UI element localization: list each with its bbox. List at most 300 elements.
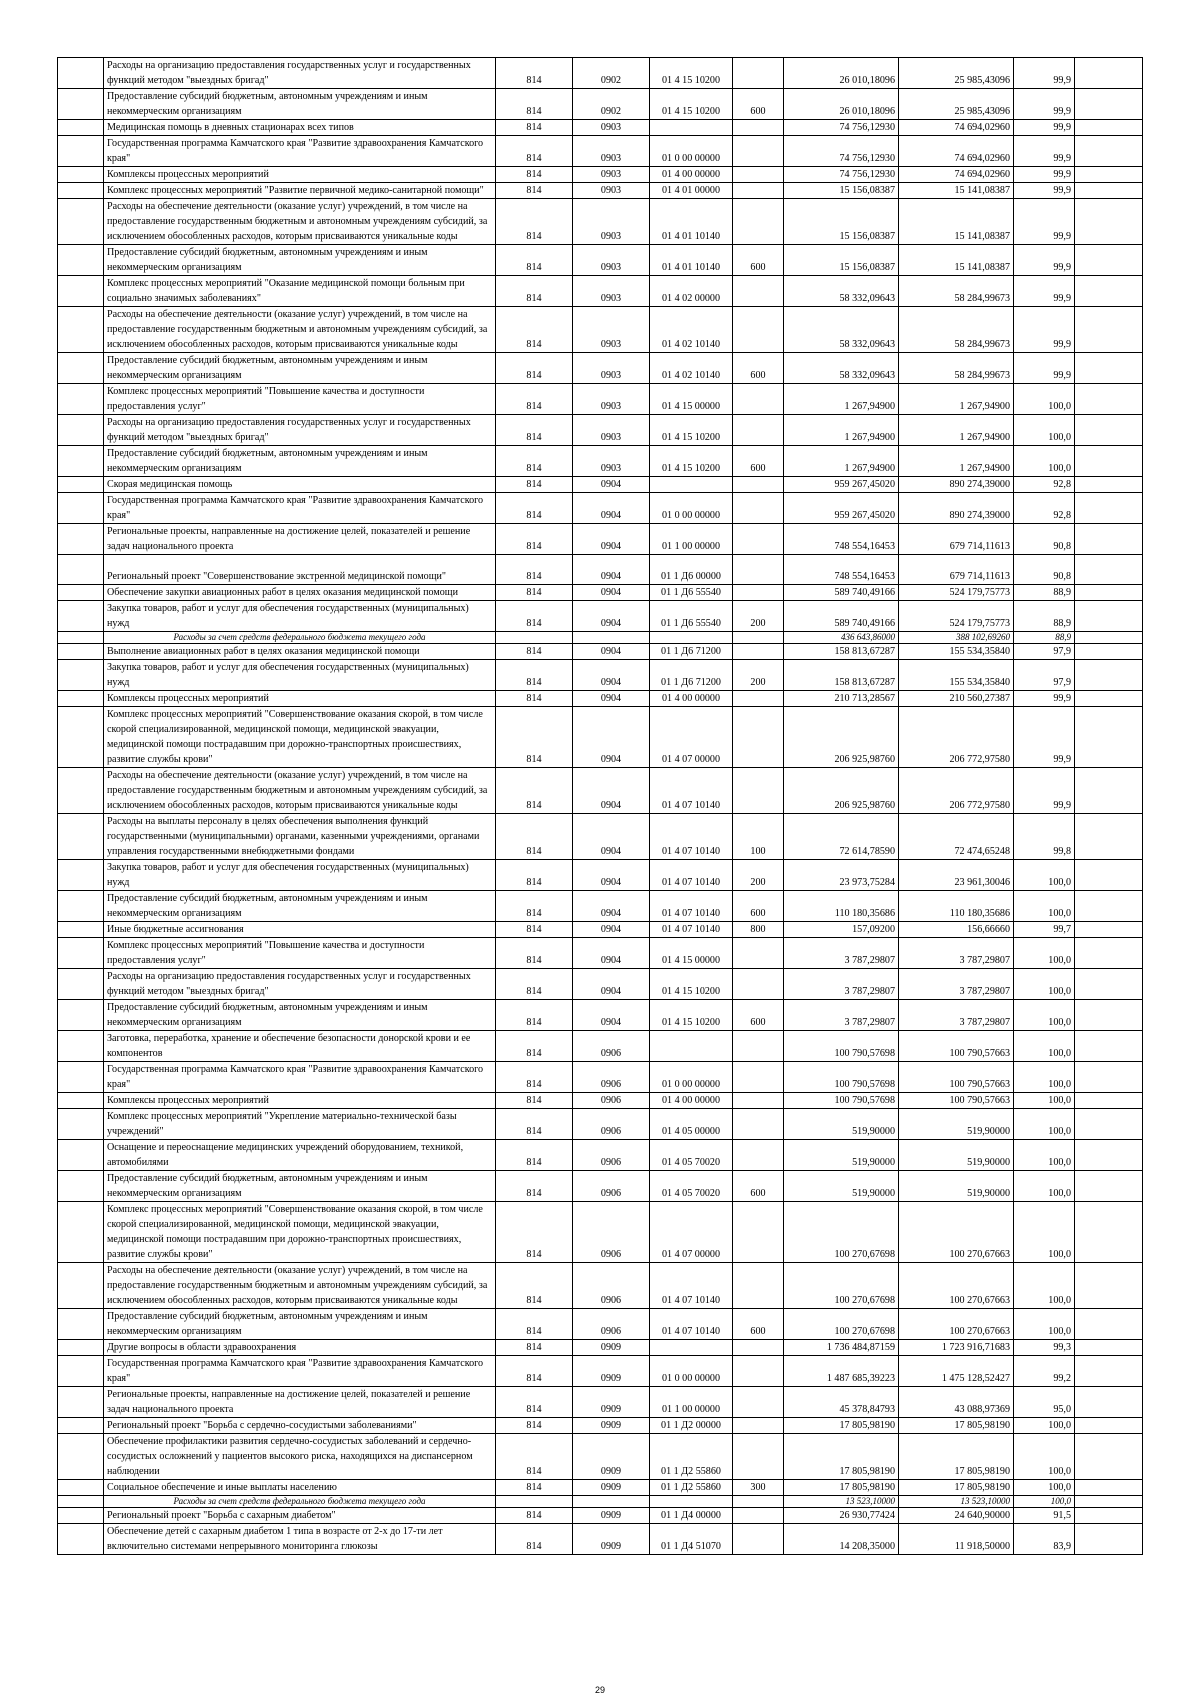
admin-code-cell: 814	[496, 922, 573, 938]
target-article-cell: 01 1 Д4 00000	[650, 1508, 733, 1524]
row-code-cell	[58, 353, 104, 384]
row-name-cell: Расходы на организацию предоставления государственных услуг и государственных функций методом "выездных бригад"	[104, 969, 496, 1000]
expense-type-cell: 100	[733, 814, 784, 860]
execution-percent-cell: 90,8	[1014, 555, 1075, 585]
target-article-cell: 01 4 01 10140	[650, 199, 733, 245]
executed-amount-cell: 524 179,75773	[899, 585, 1014, 601]
execution-percent-cell: 92,8	[1014, 493, 1075, 524]
expense-type-cell	[733, 1031, 784, 1062]
row-name-cell: Комплекс процессных мероприятий "Совершенствование оказания скорой, в том числе скорой специализированной, медицинской помощи, медицинской эвакуации, медицинской помощи пострадавшим при дорожно-транспортных происшествиях, развитие службы крови"	[104, 707, 496, 768]
row-code-cell	[58, 524, 104, 555]
expense-type-cell	[733, 1356, 784, 1387]
row-name-cell: Расходы на обеспечение деятельности (оказание услуг) учреждений, в том числе на предоставление государственным бюджетным и автономным учреждениям субсидий, за исключением обособленных расходов, которым присваиваются уникальные коды	[104, 307, 496, 353]
admin-code-cell	[496, 632, 573, 644]
expense-type-cell	[733, 768, 784, 814]
target-article-cell: 01 4 07 00000	[650, 1202, 733, 1263]
target-article-cell: 01 4 05 70020	[650, 1140, 733, 1171]
expense-type-cell	[733, 493, 784, 524]
row-name-cell: Расходы за счет средств федерального бюджета текущего года	[104, 1496, 496, 1508]
plan-amount-cell: 3 787,29807	[784, 938, 899, 969]
execution-percent-cell: 100,0	[1014, 891, 1075, 922]
execution-percent-cell: 100,0	[1014, 1062, 1075, 1093]
section-code-cell: 0904	[573, 644, 650, 660]
plan-amount-cell: 100 790,57698	[784, 1093, 899, 1109]
blank-cell	[1075, 477, 1143, 493]
plan-amount-cell: 26 930,77424	[784, 1508, 899, 1524]
table-row	[58, 555, 1143, 585]
section-code-cell: 0902	[573, 58, 650, 89]
target-article-cell: 01 1 00 00000	[650, 1387, 733, 1418]
blank-cell	[1075, 1093, 1143, 1109]
row-code-cell	[58, 660, 104, 691]
expense-type-cell	[733, 524, 784, 555]
target-article-cell: 01 4 07 00000	[650, 707, 733, 768]
execution-percent-cell: 95,0	[1014, 1387, 1075, 1418]
expense-type-cell	[733, 58, 784, 89]
blank-cell	[1075, 446, 1143, 477]
admin-code-cell: 814	[496, 245, 573, 276]
section-code-cell: 0904	[573, 707, 650, 768]
plan-amount-cell: 519,90000	[784, 1109, 899, 1140]
row-name-cell: Государственная программа Камчатского края "Развитие здравоохранения Камчатского края"	[104, 493, 496, 524]
row-name-cell: Региональные проекты, направленные на достижение целей, показателей и решение задач национального проекта	[104, 1387, 496, 1418]
section-code-cell: 0904	[573, 585, 650, 601]
execution-percent-cell: 99,9	[1014, 183, 1075, 199]
execution-percent-cell: 99,9	[1014, 707, 1075, 768]
executed-amount-cell: 1 723 916,71683	[899, 1340, 1014, 1356]
table-row	[58, 446, 1143, 477]
row-name-cell: Расходы за счет средств федерального бюджета текущего года	[104, 632, 496, 644]
row-name-cell: Государственная программа Камчатского края "Развитие здравоохранения Камчатского края"	[104, 136, 496, 167]
expense-type-cell: 600	[733, 89, 784, 120]
expense-type-cell: 600	[733, 1000, 784, 1031]
blank-cell	[1075, 1434, 1143, 1480]
target-article-cell: 01 1 Д4 51070	[650, 1524, 733, 1555]
row-name-cell: Расходы на обеспечение деятельности (оказание услуг) учреждений, в том числе на предоставление государственным бюджетным и автономным учреждениям субсидий, за исключением обособленных расходов, которым присваиваются уникальные коды	[104, 199, 496, 245]
admin-code-cell: 814	[496, 1202, 573, 1263]
table-row	[58, 199, 1143, 245]
table-row	[58, 969, 1143, 1000]
blank-cell	[1075, 585, 1143, 601]
execution-percent-cell: 99,9	[1014, 691, 1075, 707]
expense-type-cell: 600	[733, 891, 784, 922]
executed-amount-cell: 58 284,99673	[899, 353, 1014, 384]
table-row	[58, 1031, 1143, 1062]
row-code-cell	[58, 1109, 104, 1140]
row-name-cell: Комплекс процессных мероприятий "Повышение качества и доступности предоставления услуг"	[104, 938, 496, 969]
plan-amount-cell: 17 805,98190	[784, 1434, 899, 1480]
target-article-cell: 01 4 02 00000	[650, 276, 733, 307]
section-code-cell: 0906	[573, 1171, 650, 1202]
expense-type-cell	[733, 644, 784, 660]
table-row	[58, 707, 1143, 768]
row-name-cell: Обеспечение закупки авиационных работ в целях оказания медицинской помощи	[104, 585, 496, 601]
plan-amount-cell: 58 332,09643	[784, 307, 899, 353]
executed-amount-cell: 1 267,94900	[899, 384, 1014, 415]
section-code-cell: 0904	[573, 922, 650, 938]
blank-cell	[1075, 1524, 1143, 1555]
table-row	[58, 1000, 1143, 1031]
blank-cell	[1075, 922, 1143, 938]
row-code-cell	[58, 585, 104, 601]
plan-amount-cell: 206 925,98760	[784, 707, 899, 768]
admin-code-cell: 814	[496, 1524, 573, 1555]
expense-type-cell: 600	[733, 1171, 784, 1202]
row-name-cell: Комплекс процессных мероприятий "Укрепление материально-технической базы учреждений"	[104, 1109, 496, 1140]
execution-percent-cell: 99,9	[1014, 167, 1075, 183]
admin-code-cell: 814	[496, 814, 573, 860]
section-code-cell: 0904	[573, 691, 650, 707]
execution-percent-cell: 99,9	[1014, 136, 1075, 167]
plan-amount-cell: 519,90000	[784, 1140, 899, 1171]
target-article-cell: 01 4 15 00000	[650, 938, 733, 969]
admin-code-cell: 814	[496, 1031, 573, 1062]
execution-percent-cell: 99,9	[1014, 120, 1075, 136]
section-code-cell: 0906	[573, 1309, 650, 1340]
target-article-cell: 01 4 15 10200	[650, 415, 733, 446]
blank-cell	[1075, 1387, 1143, 1418]
expense-type-cell	[733, 1524, 784, 1555]
blank-cell	[1075, 601, 1143, 632]
plan-amount-cell: 17 805,98190	[784, 1418, 899, 1434]
target-article-cell: 01 4 07 10140	[650, 860, 733, 891]
table-row	[58, 644, 1143, 660]
blank-cell	[1075, 707, 1143, 768]
executed-amount-cell: 17 805,98190	[899, 1434, 1014, 1480]
table-row	[58, 814, 1143, 860]
expense-type-cell	[733, 555, 784, 585]
admin-code-cell: 814	[496, 89, 573, 120]
expense-type-cell: 600	[733, 353, 784, 384]
row-code-cell	[58, 1000, 104, 1031]
expense-type-cell	[733, 585, 784, 601]
table-row	[58, 938, 1143, 969]
plan-amount-cell: 158 813,67287	[784, 660, 899, 691]
row-code-cell	[58, 632, 104, 644]
target-article-cell	[650, 1340, 733, 1356]
row-name-cell: Расходы на организацию предоставления государственных услуг и государственных функций методом "выездных бригад"	[104, 58, 496, 89]
expense-type-cell	[733, 1263, 784, 1309]
target-article-cell: 01 1 Д2 55860	[650, 1480, 733, 1496]
execution-percent-cell: 100,0	[1014, 1171, 1075, 1202]
executed-amount-cell: 74 694,02960	[899, 167, 1014, 183]
section-code-cell: 0909	[573, 1387, 650, 1418]
blank-cell	[1075, 1340, 1143, 1356]
row-code-cell	[58, 1434, 104, 1480]
row-name-cell: Оснащение и переоснащение медицинских учреждений оборудованием, техникой, автомобилями	[104, 1140, 496, 1171]
row-name-cell: Предоставление субсидий бюджетным, автономным учреждениям и иным некоммерческим организациям	[104, 891, 496, 922]
blank-cell	[1075, 555, 1143, 585]
admin-code-cell: 814	[496, 183, 573, 199]
executed-amount-cell: 1 267,94900	[899, 415, 1014, 446]
plan-amount-cell: 23 973,75284	[784, 860, 899, 891]
table-row	[58, 691, 1143, 707]
plan-amount-cell: 100 790,57698	[784, 1062, 899, 1093]
expense-type-cell: 600	[733, 1309, 784, 1340]
target-article-cell	[650, 1496, 733, 1508]
target-article-cell: 01 4 15 10200	[650, 89, 733, 120]
blank-cell	[1075, 691, 1143, 707]
table-row	[58, 1109, 1143, 1140]
row-name-cell: Скорая медицинская помощь	[104, 477, 496, 493]
row-name-cell: Социальное обеспечение и иные выплаты населению	[104, 1480, 496, 1496]
section-code-cell: 0903	[573, 446, 650, 477]
table-row	[58, 922, 1143, 938]
blank-cell	[1075, 1309, 1143, 1340]
plan-amount-cell: 3 787,29807	[784, 969, 899, 1000]
execution-percent-cell: 100,0	[1014, 938, 1075, 969]
row-code-cell	[58, 768, 104, 814]
blank-cell	[1075, 938, 1143, 969]
admin-code-cell: 814	[496, 891, 573, 922]
admin-code-cell: 814	[496, 585, 573, 601]
target-article-cell: 01 4 02 10140	[650, 353, 733, 384]
table-row	[58, 860, 1143, 891]
admin-code-cell	[496, 1496, 573, 1508]
section-code-cell: 0904	[573, 477, 650, 493]
section-code-cell: 0903	[573, 120, 650, 136]
table-row	[58, 120, 1143, 136]
expense-type-cell	[733, 969, 784, 1000]
row-name-cell: Комплекс процессных мероприятий "Повышение качества и доступности предоставления услуг"	[104, 384, 496, 415]
expense-type-cell	[733, 938, 784, 969]
expense-type-cell	[733, 1434, 784, 1480]
admin-code-cell: 814	[496, 1062, 573, 1093]
blank-cell	[1075, 199, 1143, 245]
table-row	[58, 585, 1143, 601]
row-code-cell	[58, 1508, 104, 1524]
expense-type-cell	[733, 707, 784, 768]
row-name-cell: Закупка товаров, работ и услуг для обеспечения государственных (муниципальных) нужд	[104, 601, 496, 632]
executed-amount-cell: 519,90000	[899, 1140, 1014, 1171]
expense-type-cell	[733, 1140, 784, 1171]
execution-percent-cell: 100,0	[1014, 415, 1075, 446]
section-code-cell: 0904	[573, 493, 650, 524]
admin-code-cell: 814	[496, 415, 573, 446]
table-row	[58, 1387, 1143, 1418]
execution-percent-cell: 99,7	[1014, 922, 1075, 938]
admin-code-cell: 814	[496, 969, 573, 1000]
table-body	[58, 58, 1143, 1555]
section-code-cell: 0906	[573, 1093, 650, 1109]
admin-code-cell: 814	[496, 601, 573, 632]
execution-percent-cell: 100,0	[1014, 1140, 1075, 1171]
table-row	[58, 1418, 1143, 1434]
section-code-cell: 0903	[573, 245, 650, 276]
section-code-cell: 0904	[573, 601, 650, 632]
section-code-cell: 0903	[573, 199, 650, 245]
section-code-cell: 0906	[573, 1109, 650, 1140]
admin-code-cell: 814	[496, 660, 573, 691]
executed-amount-cell: 519,90000	[899, 1171, 1014, 1202]
table-row	[58, 601, 1143, 632]
section-code-cell: 0903	[573, 167, 650, 183]
row-code-cell	[58, 1093, 104, 1109]
blank-cell	[1075, 1140, 1143, 1171]
row-name-cell: Иные бюджетные ассигнования	[104, 922, 496, 938]
executed-amount-cell: 58 284,99673	[899, 307, 1014, 353]
blank-cell	[1075, 1202, 1143, 1263]
row-code-cell	[58, 1524, 104, 1555]
table-row	[58, 89, 1143, 120]
section-code-cell: 0904	[573, 969, 650, 1000]
admin-code-cell: 814	[496, 120, 573, 136]
section-code-cell: 0904	[573, 660, 650, 691]
blank-cell	[1075, 58, 1143, 89]
executed-amount-cell: 3 787,29807	[899, 1000, 1014, 1031]
blank-cell	[1075, 1508, 1143, 1524]
admin-code-cell: 814	[496, 1434, 573, 1480]
section-code-cell: 0903	[573, 183, 650, 199]
plan-amount-cell: 100 270,67698	[784, 1202, 899, 1263]
executed-amount-cell: 25 985,43096	[899, 89, 1014, 120]
section-code-cell: 0903	[573, 307, 650, 353]
plan-amount-cell: 74 756,12930	[784, 120, 899, 136]
row-name-cell: Предоставление субсидий бюджетным, автономным учреждениям и иным некоммерческим организациям	[104, 245, 496, 276]
admin-code-cell: 814	[496, 493, 573, 524]
execution-percent-cell: 100,0	[1014, 384, 1075, 415]
table-row	[58, 1309, 1143, 1340]
admin-code-cell: 814	[496, 1340, 573, 1356]
section-code-cell: 0904	[573, 938, 650, 969]
section-code-cell: 0904	[573, 860, 650, 891]
section-code-cell: 0906	[573, 1031, 650, 1062]
blank-cell	[1075, 814, 1143, 860]
row-name-cell: Заготовка, переработка, хранение и обеспечение безопасности донорской крови и ее компонентов	[104, 1031, 496, 1062]
executed-amount-cell: 679 714,11613	[899, 555, 1014, 585]
executed-amount-cell: 206 772,97580	[899, 707, 1014, 768]
plan-amount-cell: 1 267,94900	[784, 415, 899, 446]
admin-code-cell: 814	[496, 136, 573, 167]
section-code-cell	[573, 632, 650, 644]
table-row	[58, 1202, 1143, 1263]
expense-type-cell: 200	[733, 660, 784, 691]
blank-cell	[1075, 245, 1143, 276]
expense-type-cell: 200	[733, 860, 784, 891]
row-name-cell: Расходы на обеспечение деятельности (оказание услуг) учреждений, в том числе на предоставление государственным бюджетным и автономным учреждениям субсидий, за исключением обособленных расходов, которым присваиваются уникальные коды	[104, 1263, 496, 1309]
execution-percent-cell: 100,0	[1014, 1309, 1075, 1340]
section-code-cell: 0904	[573, 524, 650, 555]
target-article-cell: 01 4 15 00000	[650, 384, 733, 415]
admin-code-cell: 814	[496, 1508, 573, 1524]
target-article-cell: 01 1 Д6 71200	[650, 660, 733, 691]
blank-cell	[1075, 384, 1143, 415]
execution-percent-cell: 99,9	[1014, 199, 1075, 245]
execution-percent-cell: 100,0	[1014, 1418, 1075, 1434]
table-row	[58, 1508, 1143, 1524]
blank-cell	[1075, 644, 1143, 660]
expense-type-cell: 200	[733, 601, 784, 632]
plan-amount-cell: 519,90000	[784, 1171, 899, 1202]
plan-amount-cell: 14 208,35000	[784, 1524, 899, 1555]
table-row	[58, 768, 1143, 814]
blank-cell	[1075, 891, 1143, 922]
table-row	[58, 1480, 1143, 1496]
plan-amount-cell: 72 614,78590	[784, 814, 899, 860]
executed-amount-cell: 155 534,35840	[899, 644, 1014, 660]
row-code-cell	[58, 922, 104, 938]
table-row	[58, 384, 1143, 415]
blank-cell	[1075, 1263, 1143, 1309]
blank-cell	[1075, 1062, 1143, 1093]
admin-code-cell: 814	[496, 938, 573, 969]
expense-type-cell	[733, 691, 784, 707]
blank-cell	[1075, 632, 1143, 644]
execution-percent-cell: 99,9	[1014, 58, 1075, 89]
execution-percent-cell: 99,9	[1014, 245, 1075, 276]
executed-amount-cell: 58 284,99673	[899, 276, 1014, 307]
section-code-cell: 0904	[573, 555, 650, 585]
section-code-cell: 0904	[573, 768, 650, 814]
section-code-cell: 0906	[573, 1202, 650, 1263]
execution-percent-cell: 100,0	[1014, 1496, 1075, 1508]
blank-cell	[1075, 136, 1143, 167]
table-row	[58, 891, 1143, 922]
table-row	[58, 524, 1143, 555]
table-row	[58, 1356, 1143, 1387]
plan-amount-cell: 110 180,35686	[784, 891, 899, 922]
row-code-cell	[58, 1171, 104, 1202]
table-row	[58, 1496, 1143, 1508]
executed-amount-cell: 74 694,02960	[899, 120, 1014, 136]
row-code-cell	[58, 1418, 104, 1434]
target-article-cell: 01 4 07 10140	[650, 814, 733, 860]
plan-amount-cell: 748 554,16453	[784, 555, 899, 585]
row-code-cell	[58, 1480, 104, 1496]
execution-percent-cell: 88,9	[1014, 632, 1075, 644]
admin-code-cell: 814	[496, 768, 573, 814]
target-article-cell: 01 0 00 00000	[650, 1062, 733, 1093]
admin-code-cell: 814	[496, 860, 573, 891]
table-row	[58, 1263, 1143, 1309]
plan-amount-cell: 589 740,49166	[784, 585, 899, 601]
section-code-cell: 0909	[573, 1418, 650, 1434]
expense-type-cell	[733, 1340, 784, 1356]
section-code-cell: 0903	[573, 353, 650, 384]
executed-amount-cell: 15 141,08387	[899, 183, 1014, 199]
table-row	[58, 477, 1143, 493]
row-code-cell	[58, 1031, 104, 1062]
plan-amount-cell: 15 156,08387	[784, 183, 899, 199]
table-row	[58, 1062, 1143, 1093]
target-article-cell: 01 0 00 00000	[650, 136, 733, 167]
blank-cell	[1075, 768, 1143, 814]
executed-amount-cell: 43 088,97369	[899, 1387, 1014, 1418]
admin-code-cell: 814	[496, 691, 573, 707]
row-code-cell	[58, 477, 104, 493]
target-article-cell: 01 1 Д6 55540	[650, 585, 733, 601]
row-name-cell: Региональный проект "Борьба с сахарным диабетом"	[104, 1508, 496, 1524]
plan-amount-cell: 58 332,09643	[784, 353, 899, 384]
blank-cell	[1075, 524, 1143, 555]
table-row	[58, 660, 1143, 691]
execution-percent-cell: 100,0	[1014, 1263, 1075, 1309]
blank-cell	[1075, 120, 1143, 136]
plan-amount-cell: 26 010,18096	[784, 58, 899, 89]
section-code-cell: 0903	[573, 136, 650, 167]
expense-type-cell	[733, 276, 784, 307]
executed-amount-cell: 100 790,57663	[899, 1031, 1014, 1062]
row-name-cell: Предоставление субсидий бюджетным, автономным учреждениям и иным некоммерческим организациям	[104, 89, 496, 120]
row-code-cell	[58, 1309, 104, 1340]
section-code-cell: 0903	[573, 415, 650, 446]
row-code-cell	[58, 167, 104, 183]
row-name-cell: Обеспечение профилактики развития сердечно-сосудистых заболеваний и сердечно-сосудистых осложнений у пациентов высокого риска, находящихся на диспансерном наблюдении	[104, 1434, 496, 1480]
admin-code-cell: 814	[496, 353, 573, 384]
expense-type-cell	[733, 1062, 784, 1093]
table-row	[58, 1434, 1143, 1480]
plan-amount-cell: 3 787,29807	[784, 1000, 899, 1031]
